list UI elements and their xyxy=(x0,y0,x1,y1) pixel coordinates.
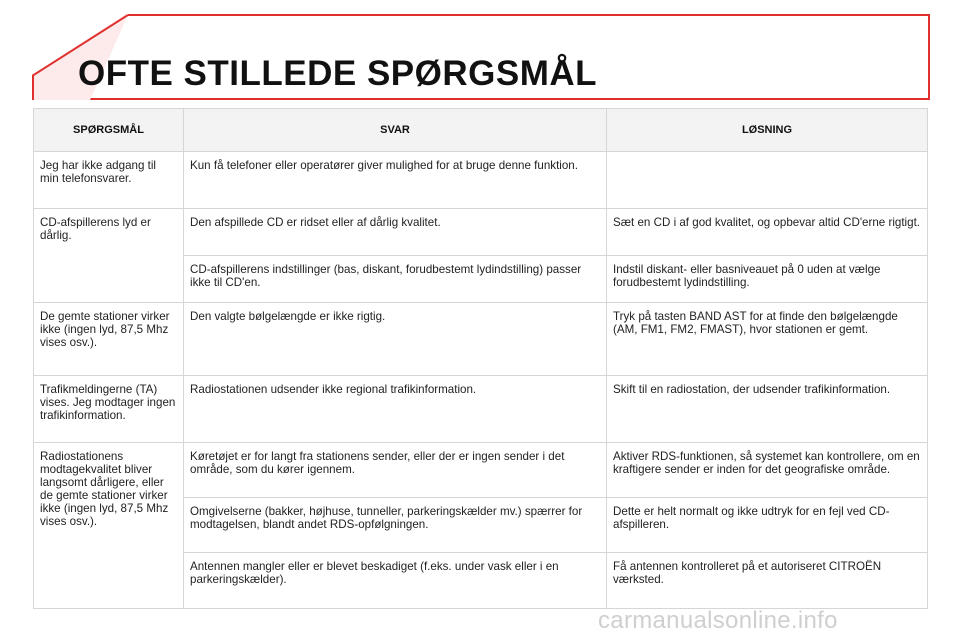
solution-cell: Skift til en radiostation, der udsender trafikinformation. xyxy=(607,376,928,443)
header-line-top xyxy=(128,14,930,16)
answer-cell: Radiostationen udsender ikke regional trafikinformation. xyxy=(184,376,607,443)
table-row xyxy=(34,303,928,376)
faq-table xyxy=(33,108,928,609)
header-line-right xyxy=(928,14,930,100)
question-cell: De gemte stationer virker ikke (ingen lyd, 87,5 Mhz vises osv.). xyxy=(34,303,184,376)
question-cell: Radiostationens modtagekvalitet bliver langsomt dårligere, eller de gemte stationer virker ikke (ingen lyd, 87,5 Mhz vises osv.). xyxy=(34,443,184,609)
solution-cell xyxy=(607,152,928,209)
column-header-question: SPØRGSMÅL xyxy=(34,109,184,152)
header-line-bottom xyxy=(32,98,930,100)
solution-cell: Sæt en CD i af god kvalitet, og opbevar altid CD'erne rigtigt. xyxy=(607,209,928,256)
solution-cell: Dette er helt normalt og ikke udtryk for en fejl ved CD-afspilleren. xyxy=(607,498,928,553)
column-header-solution: LØSNING xyxy=(607,109,928,152)
table-row xyxy=(34,376,928,443)
question-cell: Jeg har ikke adgang til min telefonsvarer. xyxy=(34,152,184,209)
answer-cell: Kun få telefoner eller operatører giver mulighed for at bruge denne funktion. xyxy=(184,152,607,209)
answer-cell: CD-afspillerens indstillinger (bas, diskant, forudbestemt lydindstilling) passer ikke til CD'en. xyxy=(184,256,607,303)
solution-cell: Indstil diskant- eller basniveauet på 0 uden at vælge forudbestemt lydindstilling. xyxy=(607,256,928,303)
page-title: OFTE STILLEDE SPØRGSMÅL xyxy=(78,54,598,93)
question-cell: CD-afspillerens lyd er dårlig. xyxy=(34,209,184,303)
question-cell: Trafikmeldingerne (TA) vises. Jeg modtager ingen trafikinformation. xyxy=(34,376,184,443)
answer-cell: Antennen mangler eller er blevet beskadiget (f.eks. under vask eller i en parkeringskælder). xyxy=(184,553,607,609)
table-row xyxy=(34,152,928,209)
answer-cell: Køretøjet er for langt fra stationens sender, eller der er ingen sender i det område, som du kører igennem. xyxy=(184,443,607,498)
solution-cell: Tryk på tasten BAND AST for at finde den bølgelængde (AM, FM1, FM2, FMAST), hvor stationen er gemt. xyxy=(607,303,928,376)
answer-cell: Den valgte bølgelængde er ikke rigtig. xyxy=(184,303,607,376)
answer-cell: Den afspillede CD er ridset eller af dårlig kvalitet. xyxy=(184,209,607,256)
watermark-text: carmanualsonline.info xyxy=(598,607,838,634)
column-header-answer: SVAR xyxy=(184,109,607,152)
answer-cell: Omgivelserne (bakker, højhuse, tunneller, parkeringskælder mv.) spærrer for modtagelsen, blandt andet RDS-opfølgningen. xyxy=(184,498,607,553)
table-row xyxy=(34,443,928,498)
solution-cell: Få antennen kontrolleret på et autoriseret CITROËN værksted. xyxy=(607,553,928,609)
solution-cell: Aktiver RDS-funktionen, så systemet kan kontrollere, om en kraftigere sender er inden for det geografiske område. xyxy=(607,443,928,498)
table-header-row xyxy=(34,109,928,152)
table-row xyxy=(34,209,928,256)
